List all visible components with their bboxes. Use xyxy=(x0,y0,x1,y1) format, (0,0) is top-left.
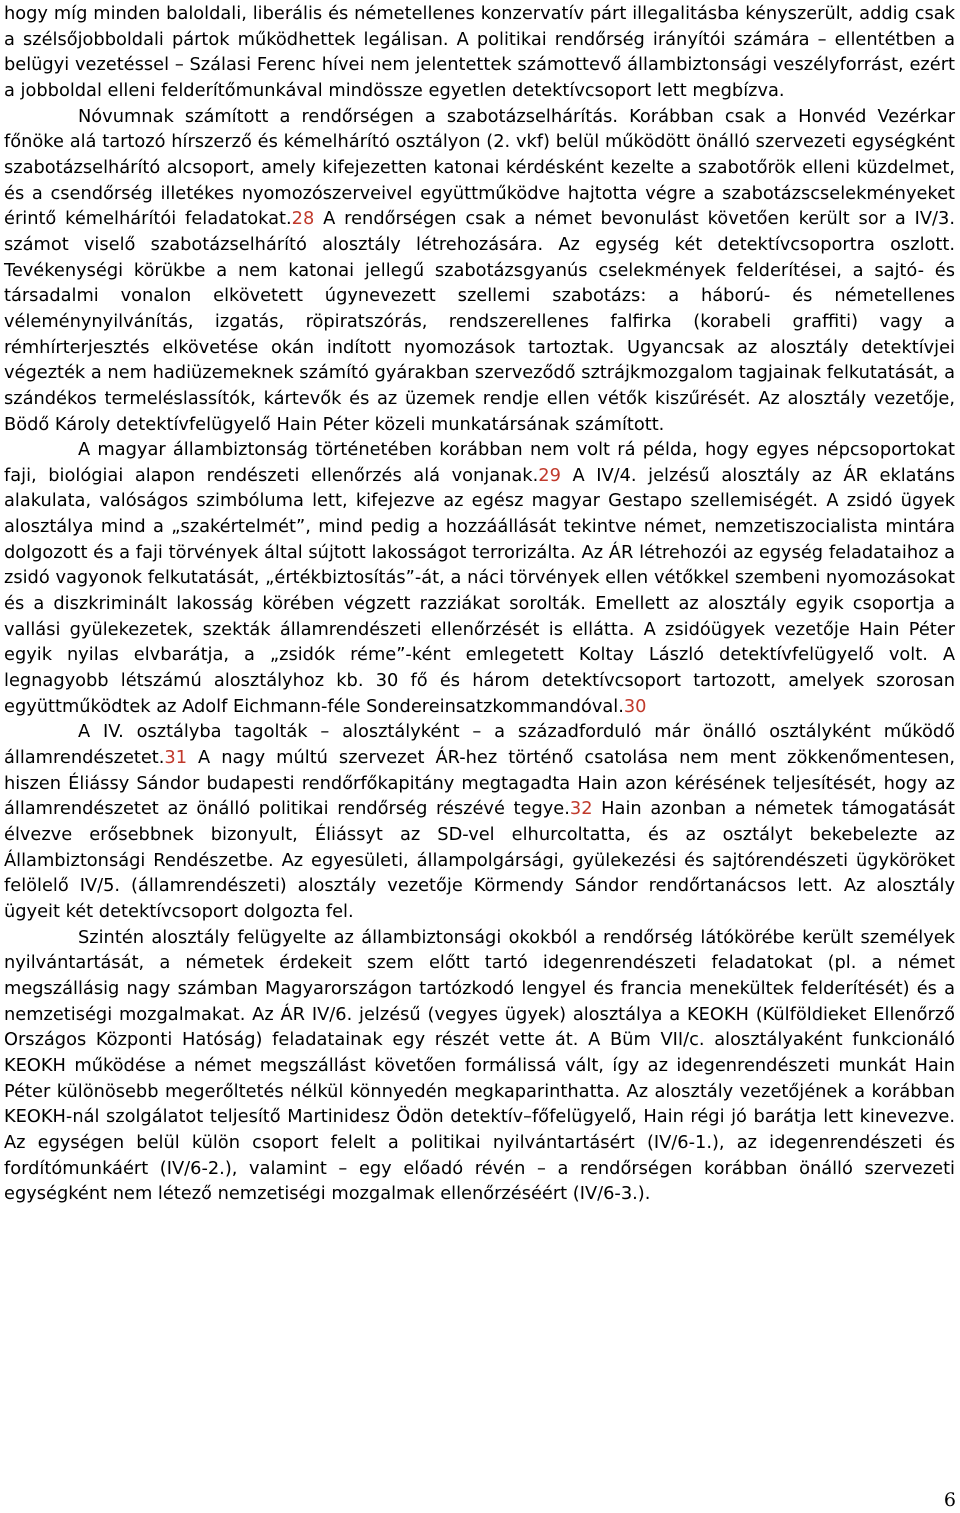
paragraph xyxy=(4,437,955,719)
footnote-reference: 30 xyxy=(623,695,647,717)
paragraph-text: Hain azonban a németek támogatását élvezve erősebbnek bizonyult, Éliássyt az SD-vel elhurcoltatta, és az osztályt bekebelezte az Állambiztonsági Rendészetbe. Az egyesületi, állampolgársági, gyülekezési és sajtórendészeti ügyköröket felölelő IV/5. (államrendészeti) alosztály vezetője Körmendy Sándor rendőrtanácsos lett. Az alosztály ügyeit két detektívcsoport dolgozta fel. xyxy=(4,798,955,922)
paragraph xyxy=(4,925,955,1207)
paragraph-text: A IV. osztályba tagolták – alosztályként – a századforduló már önálló osztályként működő államrendészetet. xyxy=(4,721,955,769)
footnote-reference: 31 xyxy=(164,747,188,769)
paragraph-text: A magyar állambiztonság történetében korábban nem volt rá példa, hogy egyes népcsoportokat faji, biológiai alapon rendészeti ellenőrzés alá vonjanak. xyxy=(4,439,955,486)
footnote-reference: 28 xyxy=(291,208,315,230)
paragraph-text: A nagy múltú szervezet ÁR-hez történő csatolása nem ment zökkenőmentesen, hiszen Éliássy Sándor budapesti rendőrfőkapitány megtagadta Hain azon kérésének teljesítését, hogy az államrendészetet az önálló politikai rendőrség részévé tegye. xyxy=(4,747,955,820)
document-body xyxy=(4,1,955,1207)
paragraph-text: A IV/4. jelzésű alosztály az ÁR eklatáns alakulata, valóságos szimbóluma lett, kifejezve az egész magyar Gestapo szellemiségét. A zsidó ügyek alosztálya mind a „szakértelmét”, mind pedig a hozzáállását tekintve német, nemzetiszocialista mintára dolgozott és a faji törvények által sújtott lakosságot terrorizálta. Az ÁR létrehozói az egység feladataihoz a zsidó vagyonok felkutatását, „értékbiztosítás”-át, a náci törvények ellen vétőkkel szembeni nyomozásokat és a diszkriminált lakosság körében végzett razziákat sorolták. Emellett az alosztály egyik csoportja a vallási gyülekezetek, szekták államrendészeti ellenőrzését is ellátta. A zsidóügyek vezetője Hain Péter egyik nyilas elvbarátja, a „zsidók réme”-ként emlegetett Koltay László detektívfelügyelő volt. A legnagyobb létszámú alosztályhoz kb. 30 fő és három detektívcsoport tartozott, amelyek szorosan együttműködtek az Adolf Eichmann-féle Sondereinsatzkommandóval. xyxy=(4,464,955,717)
paragraph-text: A rendőrségen csak a német bevonulást követően került sor a IV/3. számot viselő szabotázselhárító alosztály létrehozására. Az egység két detektívcsoportra oszlott. Tevékenységi körükbe a nem katonai jellegű szabotázsgyanús cselekmények felderítései, a sajtó- és társadalmi vonalon elkövetett úgynevezett szellemi szabotázs: a háború- és németellenes véleménynyilvánítás, izgatás, röpiratszórás, rendszerellenes falfirka (korabeli graffiti) vagy a rémhírterjesztés elkövetése okán indított nyomozások tartoztak. Ugyancsak az alosztály detektívjei végezték a nem hadiüzemeknek számító gyárakban szerveződő sztrájkmozgalom tagjainak felkutatását, a szándékos termeléslassítók, kártevők és az üzemek rendje ellen vétők kiszűrését. Az alosztály vezetője, Bödő Károly detektívfelügyelő Hain Péter közeli munkatársának számított. xyxy=(4,208,955,435)
paragraph-text: hogy míg minden baloldali, liberális és németellenes konzervatív párt illegalitásba kényszerült, addig csak a szélsőjobboldali pártok működhettek legálisan. A politikai rendőrség irányítói számára – ellentétben a belügyi vezetéssel – Szálasi Ferenc hívei nem jelentettek számottevő állambiztonsági veszélyforrást, ezért a jobboldal elleni felderítőmunkával mindössze egyetlen detektívcsoport lett megbízva. xyxy=(4,3,955,101)
footnote-reference: 29 xyxy=(538,464,561,486)
paragraph xyxy=(4,719,955,924)
paragraph-text: Szintén alosztály felügyelte az állambiztonsági okokból a rendőrség látókörébe került személyek nyilvántartását, a németek érdekeit szem előtt tartó idegenrendészeti feladatokat (pl. a német megszállásig nagy számban Magyarországon tartózkodó lengyel és francia menekültek felderítését) és a nemzetiségi mozgalmakat. Az ÁR IV/6. jelzésű (vegyes ügyek) alosztálya a KEOKH (Külföldieket Ellenőrző Országos Központi Hatóság) feladatainak egy részét vette át. A Büm VII/c. alosztályaként funkcionáló KEOKH működése a német megszállást követően formálissá vált, így az idegenrendészeti munkát Hain Péter különösebb megerőltetés nélkül könnyedén megkaparinthatta. Az alosztály vezetőjének a korábban KEOKH-nál szolgálatot teljesítő Martinidesz Ödön detektív–főfelügyelő, Hain régi jó barátja lett kinevezve. Az egységen belül külön csoport felelt a politikai nyilvántartásért (IV/6-1.), az idegenrendészeti és fordítómunkáért (IV/6-2.), valamint – egy előadó révén – a rendőrségen korábban önálló szervezeti egységként nem létező nemzetiségi mozgalmak ellenőrzéséért (IV/6-3.). xyxy=(4,926,955,1205)
paragraph xyxy=(4,1,955,104)
paragraph-text: Nóvumnak számított a rendőrségen a szabotázselhárítás. Korábban csak a Honvéd Vezérkar főnöke alá tartozó hírszerző és kémelhárító osztályon (2. vkf) belül működött önálló szervezeti egységként szabotázselhárító alcsoport, amely kifejezetten katonai kérdésként kezelte a szabotőrök elleni küzdelmet, és a csendőrség illetékes nyomozószerveivel együttműködve hajtotta végre a szabotázscselekményeket érintő kémelhárítói feladatokat. xyxy=(4,105,955,230)
page-number: 6 xyxy=(943,1489,956,1511)
footnote-reference: 32 xyxy=(569,798,593,820)
paragraph xyxy=(4,104,955,438)
